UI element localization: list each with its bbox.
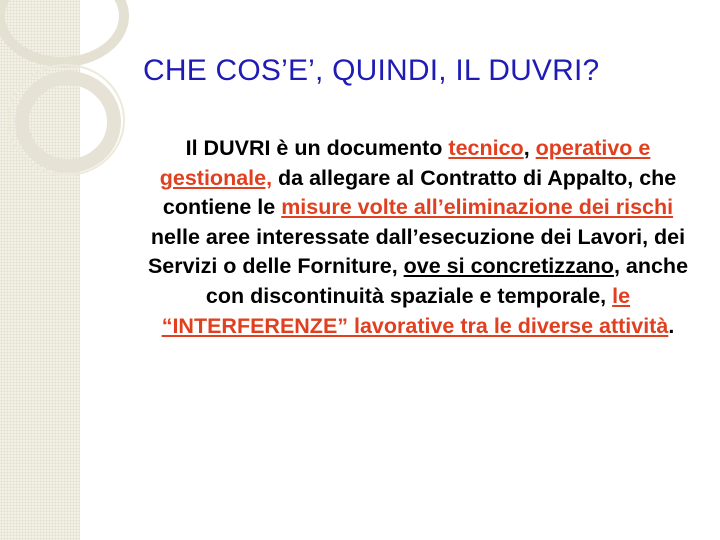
body-text-period: . [668, 313, 675, 338]
highlight-interferenze: le “INTERFERENZE” lavorative tra le diverse attività [161, 283, 669, 338]
body-text-contratto: da allegare al Contratto di Appalto, che contiene le [162, 165, 677, 220]
decorative-rings-graphic [0, 0, 140, 190]
body-text-aree: nelle aree interessate dall’esecuzione dei Lavori, dei Servizi o delle Forniture, [147, 224, 686, 279]
body-text-intro: Il DUVRI è un documento [185, 136, 449, 160]
body-paragraph [140, 134, 696, 341]
body-text-discontinuita: , anche con discontinuità spaziale e temporale, [205, 254, 689, 308]
slide-title: CHE COS’E’, QUINDI, IL DUVRI? [143, 54, 600, 87]
highlight-misure-volte: misure volte all’eliminazione dei rischi [281, 195, 674, 220]
highlight-operativo-gestionale: operativo e gestionale, [159, 136, 651, 190]
body-text-comma: , [523, 136, 536, 160]
highlight-tecnico: tecnico [448, 136, 524, 160]
underlined-ove-si-concretizzano: ove si concretizzano [403, 254, 614, 279]
